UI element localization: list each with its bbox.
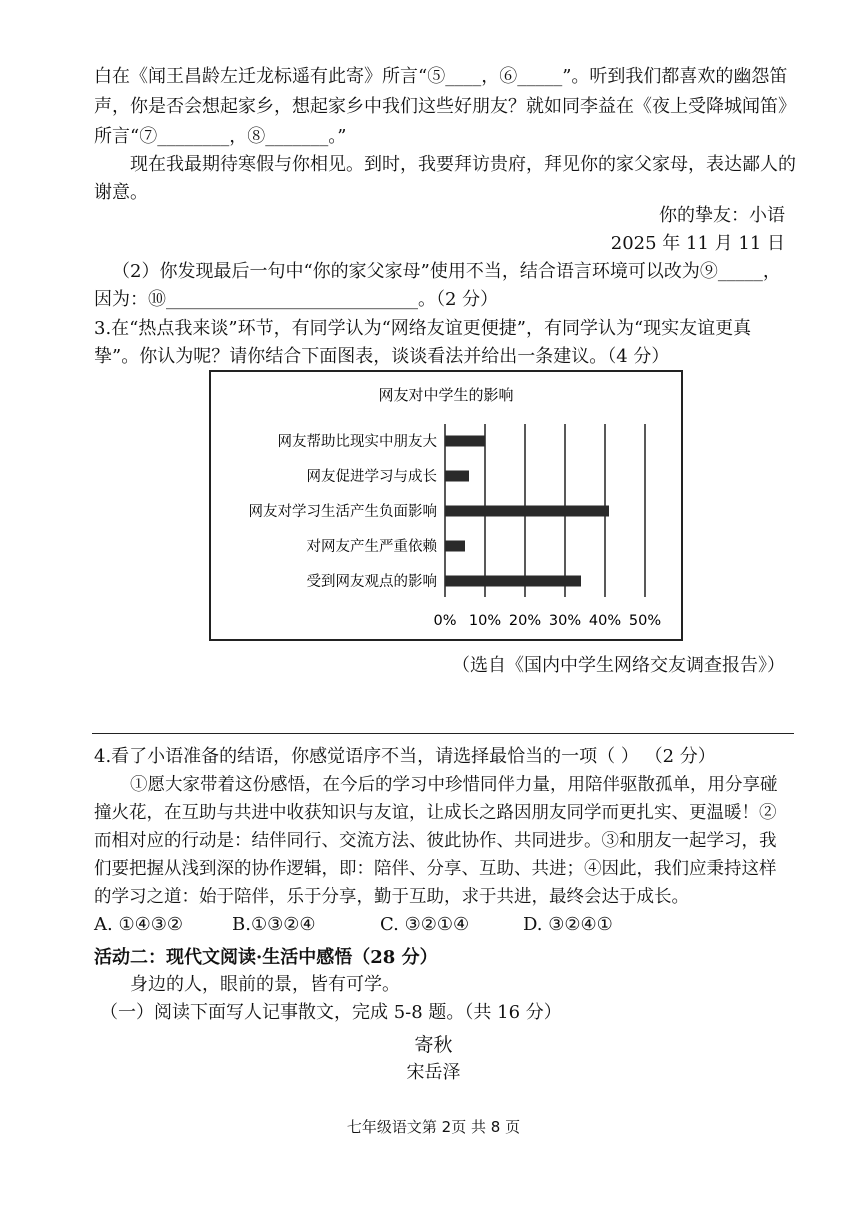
option-a: A. ①④③②	[94, 914, 183, 935]
activity-2-heading: 活动二：现代文阅读·生活中感悟（28 分）	[94, 947, 438, 968]
x-tick-label: 40%	[588, 613, 622, 629]
category-label: 网友促进学习与成长	[306, 469, 437, 485]
bar	[445, 506, 609, 517]
question-2-line-2: 因为：⑩____________________________。（2 分）	[94, 289, 499, 310]
chart-frame	[209, 370, 683, 641]
letter-line-4: 现在我最期待寒假与你相见。到时，我要拜访贵府，拜见你的家父家母，表达鄙人的	[130, 154, 796, 175]
activity-2-intro: 身边的人，眼前的景，皆有可学。	[130, 974, 400, 995]
letter-signature: 你的挚友：小语	[659, 205, 785, 226]
bar	[445, 576, 581, 587]
question-4-paragraph-4: 们要把握从浅到深的协作逻辑，即：陪伴、分享、互助、共进；④因此，我们应秉持这样	[94, 859, 777, 879]
chart-title: 网友对中学生的影响	[378, 386, 514, 404]
question-4-paragraph-5: 的学习之道：始于陪伴，乐于分享，勤于互助，求于共进，最终会达于成长。	[94, 887, 689, 907]
article-author: 宋岳泽	[406, 1062, 461, 1083]
letter-line-3: 所言“⑦________，⑧_______。”	[94, 126, 347, 147]
category-label: 网友帮助比现实中朋友大	[277, 434, 437, 450]
chart-source: （选自《国内中学生网络交友调查报告》）	[452, 655, 785, 676]
category-label: 网友对学习生活产生负面影响	[248, 504, 437, 520]
bar	[445, 436, 485, 447]
bar-chart	[211, 372, 681, 639]
article-title: 寄秋	[414, 1034, 453, 1056]
category-label: 受到网友观点的影响	[306, 574, 437, 590]
x-tick-label: 10%	[468, 613, 502, 629]
question-3-line-2: 挚”。你认为呢？请你结合下面图表，谈谈看法并给出一条建议。（4 分）	[94, 346, 670, 367]
letter-line-1: 白在《闻王昌龄左迁龙标遥有此寄》所言“⑤____，⑥_____”。听到我们都喜欢的幽怨笛	[94, 66, 788, 87]
letter-line-2: 声，你是否会想起家乡，想起家乡中我们这些好朋友？就如同李益在《夜上受降城闻笛》	[94, 96, 796, 117]
x-tick-label: 0%	[433, 613, 457, 629]
bar	[445, 541, 465, 552]
question-2-line-1: （2）你发现最后一句中“你的家父家母”使用不当，结合语言环境可以改为⑨_____，	[112, 261, 781, 282]
option-b: B.①③②④	[232, 914, 316, 935]
x-tick-label: 50%	[628, 613, 662, 629]
bar	[445, 471, 469, 482]
question-4-paragraph-3: 而相对应的行动是：结伴同行、交流方法、彼此协作、共同进步。③和朋友一起学习，我	[94, 831, 777, 851]
question-4-paragraph-2: 撞火花，在互助与共进中收获知识与友谊，让成长之路因朋友同学而更扎实、更温暖！②	[94, 803, 777, 823]
x-tick-label: 30%	[548, 613, 582, 629]
question-4-paragraph-1: ①愿大家带着这份感悟，在今后的学习中珍惜同伴力量，用陪伴驱散孤单，用分享碰	[130, 775, 778, 795]
letter-date: 2025 年 11 月 11 日	[610, 233, 785, 254]
x-tick-label: 20%	[508, 613, 542, 629]
letter-line-5: 谢意。	[94, 182, 148, 203]
question-3-line-1: 3.在“热点我来谈”环节，有同学认为“网络友谊更便捷”，有同学认为“现实友谊更真	[94, 318, 752, 339]
category-label: 对网友产生严重依赖	[306, 539, 437, 555]
page-footer: 七年级语文第 2页 共 8 页	[346, 1118, 521, 1136]
section-divider	[92, 733, 794, 734]
question-4-stem: 4.看了小语准备的结语，你感觉语序不当，请选择最恰当的一项（ ） （2 分）	[94, 746, 716, 767]
option-c: C. ③②①④	[380, 914, 470, 935]
activity-2-part-1: （一）阅读下面写人记事散文，完成 5-8 题。（共 16 分）	[100, 1002, 562, 1023]
option-d: D. ③②④①	[523, 914, 613, 935]
